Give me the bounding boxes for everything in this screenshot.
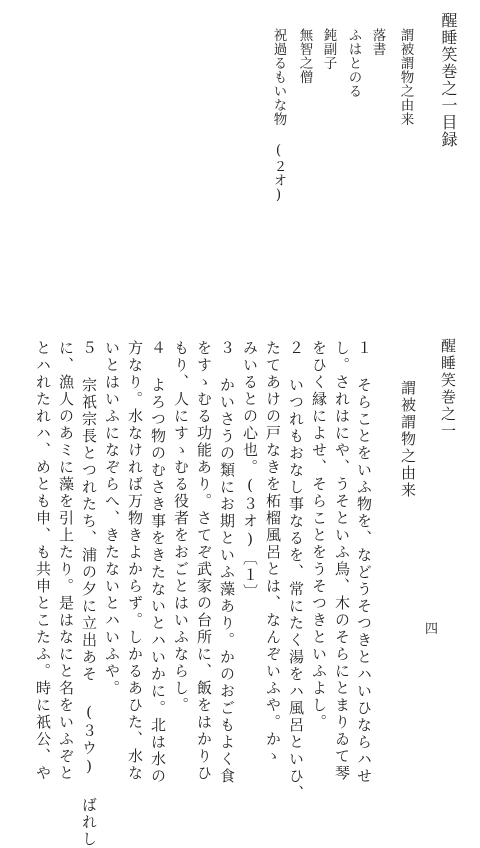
toc-entry: 無智之僧: [296, 28, 313, 84]
toc-entry: 落書: [369, 28, 386, 56]
text-line: に、漁人のあミに藻を引上たり。是はなにと名をいふぞと: [57, 340, 75, 782]
text-line: いとはいふになぞらへ、きたないとハいふや。: [103, 340, 121, 697]
text-line: し。されはにや、うそといふ鳥、木のそらにとまりゐて琴: [333, 340, 351, 782]
section-title: 謂被謂物之由来: [399, 380, 417, 499]
text-line: ４ よろつ物のむさき事をきたないとハいかに。北は水の: [149, 340, 167, 785]
text-line: １ そらことをいふ物を、などうそつきとハいひならハせ: [355, 340, 373, 785]
book-title: 醒睡笑巻之一: [439, 338, 457, 440]
text-line: をすゝむる功能あり。さてぞ武家の台所に、飯をはかりひ: [195, 340, 213, 782]
toc-entry: 鈍副子: [320, 28, 337, 70]
toc-entry: ふはとのる: [345, 28, 362, 98]
text-line: ３ かいさうの類にお期といふ藻あり。かのおごもよく食: [218, 340, 236, 785]
toc-title: 醒睡笑巻之一目録: [439, 12, 458, 148]
text-line: もり、人にすゝむる役者をおごとはいふならし。: [172, 340, 190, 714]
text-line: 方なり。水なければ万物きよからず。しかるあひた、水な: [126, 340, 144, 782]
text-line: とハれたれハ、めとも申、も共申とこたふ。時に祇公、や: [34, 340, 52, 782]
page-number: 四: [425, 622, 439, 637]
text-line: みいるとの心也。(３オ)〔１〕: [241, 340, 259, 601]
text-line: ２ いつれもおなし事なるを、常にたく湯をハ風呂といひ、: [287, 340, 305, 802]
toc-entry: 祝過るもいな物 (２オ): [270, 28, 287, 204]
text-line: ５ 宗祇宗長とつれたち、浦の夕に立出あそ (３ウ) ばれし: [80, 340, 98, 848]
text-line: たてあけの戸なきを柘榴風呂とは、なんぞいふや。かゝ: [264, 340, 282, 765]
toc-entry: 謂被謂物之由来: [397, 28, 414, 126]
text-line: をひく縁によせ、そらことをうそつきといふよし。: [310, 340, 328, 731]
